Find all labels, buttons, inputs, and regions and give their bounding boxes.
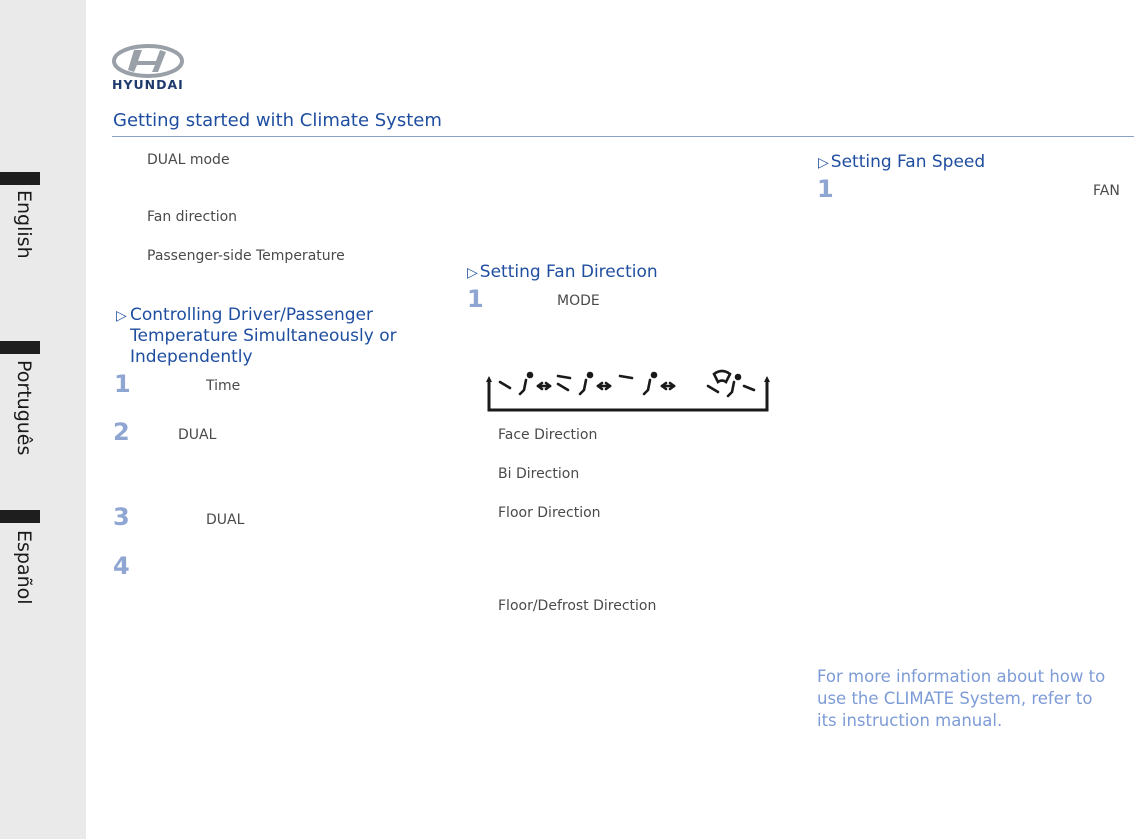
- triangle-icon: ▷: [818, 155, 829, 171]
- subheading-text: Setting Fan Direction: [479, 262, 658, 282]
- direction-label: Floor/Defrost Direction: [498, 598, 657, 614]
- page-title: Getting started with Climate System: [113, 110, 442, 131]
- step-number: 1: [114, 370, 131, 398]
- step-number: 2: [113, 418, 130, 446]
- step-text: DUAL: [178, 427, 217, 443]
- subheading-fan-direction: [467, 262, 658, 284]
- subheading-fan-speed: [818, 152, 985, 174]
- direction-label: Floor Direction: [498, 505, 601, 521]
- subheading-text: Setting Fan Speed: [830, 152, 986, 172]
- language-sidebar: [0, 0, 86, 839]
- triangle-icon: ▷: [116, 308, 127, 324]
- step-number: 1: [467, 285, 484, 313]
- list-item: DUAL mode: [147, 152, 230, 168]
- tab-english[interactable]: English: [13, 190, 35, 259]
- direction-label: Bi Direction: [498, 466, 580, 482]
- subheading-text: Controlling Driver/Passenger Temperature Simultaneously or Independently: [130, 305, 397, 367]
- step-text: MODE: [557, 293, 600, 309]
- triangle-icon: ▷: [467, 265, 478, 281]
- step-text: FAN: [1093, 183, 1120, 199]
- direction-label: Face Direction: [498, 427, 598, 443]
- step-text: Time: [206, 378, 241, 394]
- step-number: 1: [817, 175, 834, 203]
- step-number: 3: [113, 503, 130, 531]
- list-item: Passenger-side Temperature: [147, 248, 345, 264]
- tab-portugues[interactable]: Português: [13, 360, 35, 456]
- info-note: For more information about how to use the CLIMATE System, refer to its instruction manual.: [817, 667, 1106, 730]
- step-text: DUAL: [206, 512, 245, 528]
- brand-wordmark: HYUNDAI: [112, 77, 184, 92]
- tab-marker-english: [0, 172, 40, 185]
- tab-marker-espanol: [0, 510, 40, 523]
- step-number: 4: [113, 552, 130, 580]
- hyundai-logo-icon: [112, 44, 184, 78]
- title-divider: [112, 136, 1134, 137]
- tab-espanol[interactable]: Español: [13, 530, 35, 605]
- subheading-temperature-control: [116, 305, 406, 367]
- list-item: Fan direction: [147, 209, 238, 225]
- fan-direction-cycle-diagram: [486, 366, 772, 414]
- tab-marker-portugues: [0, 341, 40, 354]
